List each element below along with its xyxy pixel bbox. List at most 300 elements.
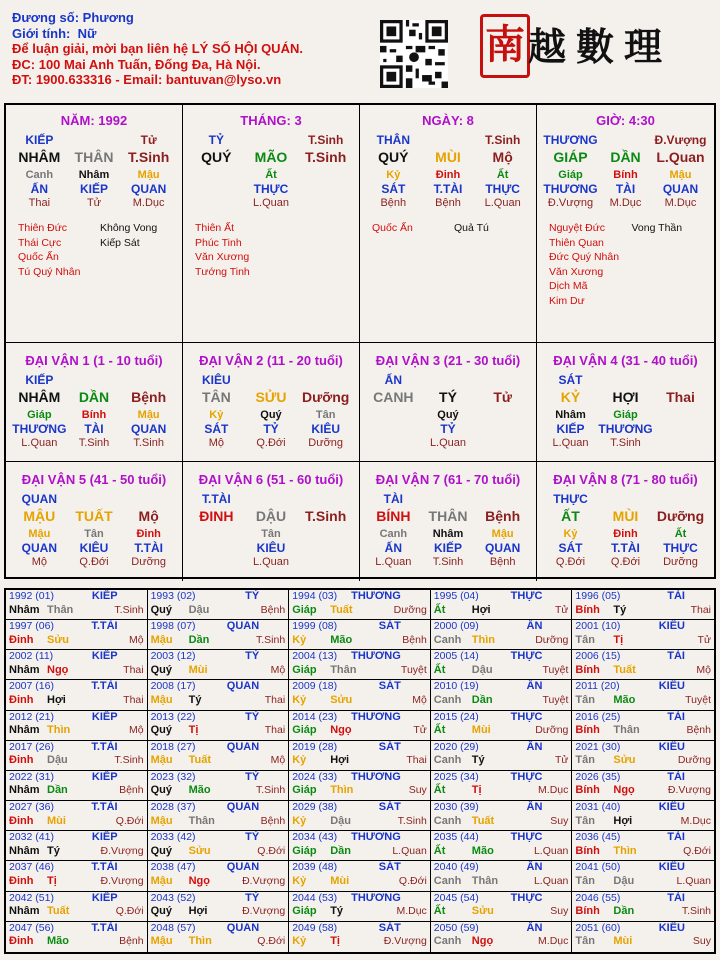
year-cell <box>148 892 290 922</box>
ten-god: ẤN <box>526 921 543 934</box>
stem: Nhâm <box>9 844 40 857</box>
stem: Canh <box>433 814 462 827</box>
r4-text: SÁT <box>558 541 583 555</box>
r3-text: Ất <box>674 528 687 540</box>
stem: Kỷ <box>292 754 307 767</box>
branch: Tuất <box>188 754 211 767</box>
stem: Mậu <box>150 935 173 948</box>
stem: Bính <box>575 724 600 737</box>
r3-text: Giáp <box>558 169 583 181</box>
life-stage: Tử <box>413 724 427 737</box>
top-row <box>183 492 359 506</box>
luck-cycle-title: ĐẠI VẬN 6 (51 - 60 tuổi) <box>198 472 344 487</box>
mid-row <box>537 508 714 524</box>
year-header <box>434 922 569 936</box>
r5-row <box>537 556 714 568</box>
year-cell <box>289 680 431 710</box>
mid-text: CANH <box>373 389 414 405</box>
ten-god: TÀI <box>667 770 685 783</box>
r3-text: Canh <box>379 528 408 540</box>
luck-cycle-cell <box>183 462 360 581</box>
r5-text: T.Sinh <box>78 437 110 449</box>
year-pillar <box>9 754 144 768</box>
stem: Bính <box>575 905 600 918</box>
branch: Thìn <box>188 935 212 948</box>
year-cell <box>572 711 714 741</box>
year-cell <box>148 801 290 831</box>
top-text: THỰC <box>553 492 588 506</box>
year-header <box>9 620 144 634</box>
branch: Tị <box>613 633 624 646</box>
year-pillar <box>9 634 144 648</box>
year-cell <box>6 861 148 891</box>
year-cell <box>431 680 573 710</box>
year-cell <box>431 801 573 831</box>
ten-god: QUAN <box>226 680 260 693</box>
r5-row <box>183 437 359 449</box>
life-stage: Thai <box>264 724 286 737</box>
life-stage: Dưỡng <box>535 724 569 737</box>
r4-row <box>6 541 182 555</box>
r5-row <box>6 197 182 209</box>
year-cell <box>572 680 714 710</box>
stem: Nhâm <box>9 905 40 918</box>
year-cell <box>431 892 573 922</box>
year-header <box>292 831 427 845</box>
life-stage: Mộ <box>270 754 286 767</box>
year-label: 2017 (26) <box>9 740 54 753</box>
life-stage: T.Sinh <box>397 814 427 827</box>
year-header <box>151 741 286 755</box>
year-pillar <box>292 754 427 768</box>
year-label: 2003 (12) <box>150 650 196 663</box>
life-stage: Tử <box>554 603 569 616</box>
stem: Giáp <box>292 844 317 857</box>
ten-god: KIÊU <box>658 801 685 814</box>
luck-cycle-title: ĐẠI VẬN 7 (61 - 70 tuổi) <box>375 472 521 487</box>
mid-row <box>183 149 359 165</box>
life-stage: Đ.Vượng <box>667 784 711 797</box>
year-pillar <box>575 634 711 648</box>
r5-text: Bệnh <box>435 197 461 209</box>
year-pillar <box>151 875 286 889</box>
special-star: Thiên Ất <box>195 222 235 234</box>
r4-text: T.TÀI <box>611 541 640 555</box>
year-label: 2047 (56) <box>9 921 54 934</box>
r5-text: L.Quan <box>484 197 521 209</box>
year-pillar <box>151 845 286 859</box>
year-label: 2035 (44) <box>433 831 479 844</box>
year-cell <box>6 590 148 620</box>
stem: Canh <box>433 935 462 948</box>
year-pillar <box>434 634 569 648</box>
year-header <box>575 922 711 936</box>
header-info <box>12 10 303 88</box>
brand-logo-text: 越數理 <box>528 24 673 69</box>
year-header <box>292 620 427 634</box>
r3-text <box>298 528 353 540</box>
r3-text: Giáp <box>27 409 52 421</box>
annual-luck-table <box>4 588 716 954</box>
ten-god: THỰC <box>510 710 543 723</box>
ten-god: QUAN <box>226 861 260 874</box>
r3-text: Mậu <box>669 169 692 181</box>
branch: Dần <box>188 633 210 646</box>
branch: Ngọ <box>613 784 635 797</box>
top-text <box>598 133 653 147</box>
luck-cycle-cell <box>6 343 183 462</box>
mid-row <box>537 389 714 405</box>
year-header <box>434 620 569 634</box>
branch: Tị <box>330 935 340 948</box>
ten-god: KIÊU <box>658 740 685 753</box>
stem: Canh <box>433 754 462 767</box>
top-row <box>6 133 182 147</box>
branch: Tý <box>613 603 627 616</box>
year-header <box>292 861 427 875</box>
life-stage: Q.Đới <box>115 814 144 827</box>
ten-god: ẤN <box>526 680 543 693</box>
ten-god: ẤN <box>526 861 543 874</box>
stem: Bính <box>575 663 600 676</box>
branch: Thân <box>47 603 74 616</box>
year-label: 2008 (17) <box>150 680 196 693</box>
year-label: 2012 (21) <box>9 710 54 723</box>
year-header <box>434 711 569 725</box>
r3-row <box>183 409 359 421</box>
top-text <box>475 492 530 506</box>
ten-god: KIÊU <box>658 680 685 693</box>
year-pillar <box>434 784 569 798</box>
r3-text: Tân <box>261 528 281 540</box>
branch: Mão <box>471 844 494 857</box>
year-header <box>9 892 144 906</box>
year-header <box>575 831 711 845</box>
mid-text: QUÝ <box>201 149 232 165</box>
r4-row <box>537 541 714 555</box>
life-stage: Mộ <box>412 693 427 706</box>
special-star: Tú Quý Nhân <box>18 265 81 278</box>
stem: Kỷ <box>292 633 307 646</box>
year-cell <box>572 650 714 680</box>
year-pillar <box>292 634 427 648</box>
life-stage: Mộ <box>129 633 144 646</box>
ten-god: SÁT <box>378 740 401 753</box>
r5-text: Thai <box>28 197 51 209</box>
branch: Dậu <box>330 814 351 827</box>
branch: Mùi <box>613 935 633 948</box>
year-cell <box>6 650 148 680</box>
life-stage: Suy <box>408 784 427 797</box>
r3-row <box>537 528 714 540</box>
year-pillar <box>151 664 286 678</box>
life-stage: Suy <box>692 935 711 948</box>
life-stage: T.Sinh <box>114 603 144 616</box>
life-stage: Thai <box>406 754 427 767</box>
year-label: 1993 (02) <box>150 590 196 602</box>
pillars-grid <box>4 103 716 579</box>
special-star <box>632 279 715 294</box>
r5-row <box>183 197 359 209</box>
year-label: 2014 (23) <box>292 710 338 723</box>
mid-text: L.Quan <box>656 149 705 165</box>
year-header <box>575 741 711 755</box>
year-header <box>151 922 286 936</box>
year-cell <box>148 831 290 861</box>
r5-text: Q.Đới <box>79 556 109 568</box>
year-label: 2018 (27) <box>150 740 196 753</box>
life-stage: M.Dục <box>680 814 711 827</box>
mid-text: TUẤT <box>75 508 113 524</box>
stem: Canh <box>433 693 462 706</box>
r3-text <box>475 409 530 421</box>
life-stage: Tử <box>697 633 711 646</box>
branch: Sửu <box>188 844 211 857</box>
stem: Kỷ <box>292 693 307 706</box>
ten-god: KIẾP <box>91 650 118 663</box>
mid-text: QUÝ <box>378 149 409 165</box>
year-header <box>151 590 286 604</box>
r3-text: Nhâm <box>555 409 586 421</box>
year-pillar <box>151 754 286 768</box>
ten-god: T.TÀI <box>91 740 118 753</box>
r3-text: Kỷ <box>563 528 578 540</box>
stem: Giáp <box>292 784 317 797</box>
year-header <box>9 680 144 694</box>
special-star <box>632 265 715 280</box>
ten-god: KIẾP <box>91 590 118 602</box>
top-text <box>121 373 176 387</box>
year-header <box>575 892 711 906</box>
mid-text: DẦN <box>78 389 110 405</box>
special-star: Văn Xương <box>549 265 604 278</box>
r3-row <box>360 169 536 181</box>
year-cell <box>289 861 431 891</box>
year-header <box>151 620 286 634</box>
year-cell <box>6 922 148 952</box>
top-text: Tử <box>140 133 157 147</box>
mid-text: THÂN <box>428 508 468 524</box>
year-pillar <box>434 664 569 678</box>
special-star: Vong Thần <box>631 222 683 234</box>
branch: Mão <box>47 935 69 948</box>
year-pillar <box>434 845 569 859</box>
year-cell <box>431 771 573 801</box>
life-stage: M.Dục <box>538 784 569 797</box>
luck-cycle-cell <box>537 343 714 462</box>
year-label: 2042 (51) <box>9 891 54 904</box>
pillar-cell <box>360 105 537 343</box>
year-label: 2041 (50) <box>575 861 621 874</box>
r4-text: TÀI <box>615 182 636 196</box>
year-pillar <box>575 875 711 889</box>
year-label: 2043 (52) <box>150 891 196 904</box>
top-text: QUAN <box>21 492 57 506</box>
life-stage: Đ.Vượng <box>242 874 286 887</box>
ten-god: THỰC <box>510 831 543 844</box>
special-star: Tướng Tinh <box>195 265 250 278</box>
year-label: 2031 (40) <box>575 801 621 814</box>
year-label: 2030 (39) <box>433 801 479 814</box>
r4-text: T.TÀI <box>134 541 163 555</box>
year-label: 2020 (29) <box>433 740 479 753</box>
life-stage: Dưỡng <box>393 603 427 616</box>
year-header <box>151 680 286 694</box>
r5-row <box>183 556 359 568</box>
year-label: 1999 (08) <box>292 620 338 633</box>
branch: Thân <box>613 724 640 737</box>
year-pillar <box>575 754 711 768</box>
luck-cycle-title: ĐẠI VẬN 8 (71 - 80 tuổi) <box>553 472 698 487</box>
year-label: 2024 (33) <box>292 770 338 783</box>
life-stage: Thai <box>123 663 144 676</box>
life-stage: T.Sinh <box>681 905 711 918</box>
address-line: ĐC: 100 Mai Anh Tuấn, Đống Đa, Hà Nội. <box>12 56 261 72</box>
year-cell <box>572 741 714 771</box>
ten-god: THỰC <box>510 590 543 602</box>
mid-text: BÍNH <box>376 508 411 524</box>
year-cell <box>572 922 714 952</box>
r3-text <box>189 169 244 181</box>
year-header <box>151 892 286 906</box>
ten-god: THỰC <box>510 891 543 904</box>
r4-text: QUAN <box>662 182 699 196</box>
branch: Ngọ <box>471 935 494 948</box>
branch: Ngọ <box>47 663 69 676</box>
r4-text: QUAN <box>484 541 521 555</box>
ten-god: SÁT <box>378 921 401 934</box>
r5-text <box>189 556 244 568</box>
year-cell <box>6 741 148 771</box>
year-label: 2007 (16) <box>9 680 54 693</box>
year-pillar <box>434 694 569 708</box>
year-pillar <box>9 664 144 678</box>
year-cell <box>289 590 431 620</box>
branch: Sửu <box>613 754 636 767</box>
year-label: 2046 (55) <box>575 891 621 904</box>
r5-text <box>366 437 421 449</box>
r4-text: QUAN <box>130 422 167 436</box>
r5-text: Mộ <box>208 437 224 449</box>
r3-text: Mậu <box>137 409 160 421</box>
top-text <box>244 373 299 387</box>
stem: Ất <box>433 844 446 857</box>
branch: Tý <box>330 905 344 918</box>
r4-text <box>653 422 708 436</box>
mid-text: MÃO <box>254 149 288 165</box>
year-label: 1997 (06) <box>9 620 54 633</box>
r5-row <box>6 556 182 568</box>
year-cell <box>572 831 714 861</box>
r5-text: Dưỡng <box>131 556 167 568</box>
top-text: KIẾP <box>25 133 54 147</box>
branch: Hợi <box>330 754 350 767</box>
r3-text: Quý <box>260 409 282 421</box>
life-stage: Bệnh <box>686 724 711 737</box>
mid-text: SỬU <box>255 389 287 405</box>
qr-code-icon <box>380 20 448 88</box>
life-stage: L.Quan <box>392 844 427 857</box>
year-header <box>575 620 711 634</box>
r4-text: SÁT <box>381 182 406 196</box>
year-pillar <box>575 604 711 618</box>
year-header <box>575 861 711 875</box>
r4-text: ẤN <box>30 182 48 196</box>
mid-row <box>6 149 182 165</box>
year-cell <box>148 590 290 620</box>
ten-god: T.TÀI <box>91 801 118 814</box>
life-stage: Q.Đới <box>398 874 427 887</box>
mid-text: HỢI <box>612 389 639 405</box>
r5-text: T.Sinh <box>133 437 164 449</box>
year-cell <box>148 711 290 741</box>
ten-god: SÁT <box>378 620 401 633</box>
year-label: 2044 (53) <box>292 891 338 904</box>
stem: Ất <box>433 724 446 737</box>
branch: Dần <box>330 844 351 857</box>
year-label: 2039 (48) <box>292 861 338 874</box>
stem: Quý <box>150 663 172 676</box>
life-stage: Đ.Vượng <box>242 905 286 918</box>
branch: Tý <box>47 844 60 857</box>
life-stage: Tuyệt <box>542 693 569 706</box>
r3-text: Đinh <box>136 528 161 540</box>
r4-text: KIÊU <box>256 541 286 555</box>
year-label: 2016 (25) <box>575 710 621 723</box>
gender-value: Nữ <box>77 25 97 41</box>
top-text <box>598 373 653 387</box>
top-text: T.TÀI <box>201 492 231 506</box>
stem: Bính <box>575 844 600 857</box>
top-text <box>653 373 708 387</box>
top-text: THƯƠNG <box>543 133 598 147</box>
year-pillar <box>292 905 427 919</box>
year-header <box>292 771 427 785</box>
ten-god: TỶ <box>245 650 260 663</box>
stem: Kỷ <box>292 814 307 827</box>
r4-text <box>189 541 244 555</box>
life-stage: Q.Đới <box>683 844 711 857</box>
r4-row <box>183 541 359 555</box>
branch: Tuất <box>613 663 636 676</box>
year-label: 2040 (49) <box>433 861 479 874</box>
stem: Mậu <box>150 633 173 646</box>
year-header <box>575 650 711 664</box>
r5-text: L.Quan <box>252 197 290 209</box>
stem: Đinh <box>9 935 34 948</box>
stem: Quý <box>150 905 172 918</box>
top-text <box>67 133 122 147</box>
special-star <box>100 250 182 265</box>
luck-cycle-cell <box>537 462 714 581</box>
stem: Kỷ <box>292 874 307 887</box>
r5-text: Q.Đới <box>555 556 586 568</box>
year-header <box>434 650 569 664</box>
r3-text: Canh <box>25 169 54 181</box>
branch: Dậu <box>188 603 210 616</box>
mid-row <box>6 508 182 524</box>
special-star: Quốc Ấn <box>372 222 413 234</box>
r3-text: Mậu <box>491 528 514 540</box>
branch: Tuất <box>330 603 353 616</box>
luck-cycle-title: ĐẠI VẬN 3 (21 - 30 tuổi) <box>375 353 521 368</box>
ten-god: KIẾP <box>91 710 118 723</box>
luck-cycle-title: ĐẠI VẬN 1 (1 - 10 tuổi) <box>25 353 163 368</box>
year-header <box>434 801 569 815</box>
r3-row <box>6 409 182 421</box>
year-cell <box>431 650 573 680</box>
mid-text: DẦN <box>610 149 641 165</box>
